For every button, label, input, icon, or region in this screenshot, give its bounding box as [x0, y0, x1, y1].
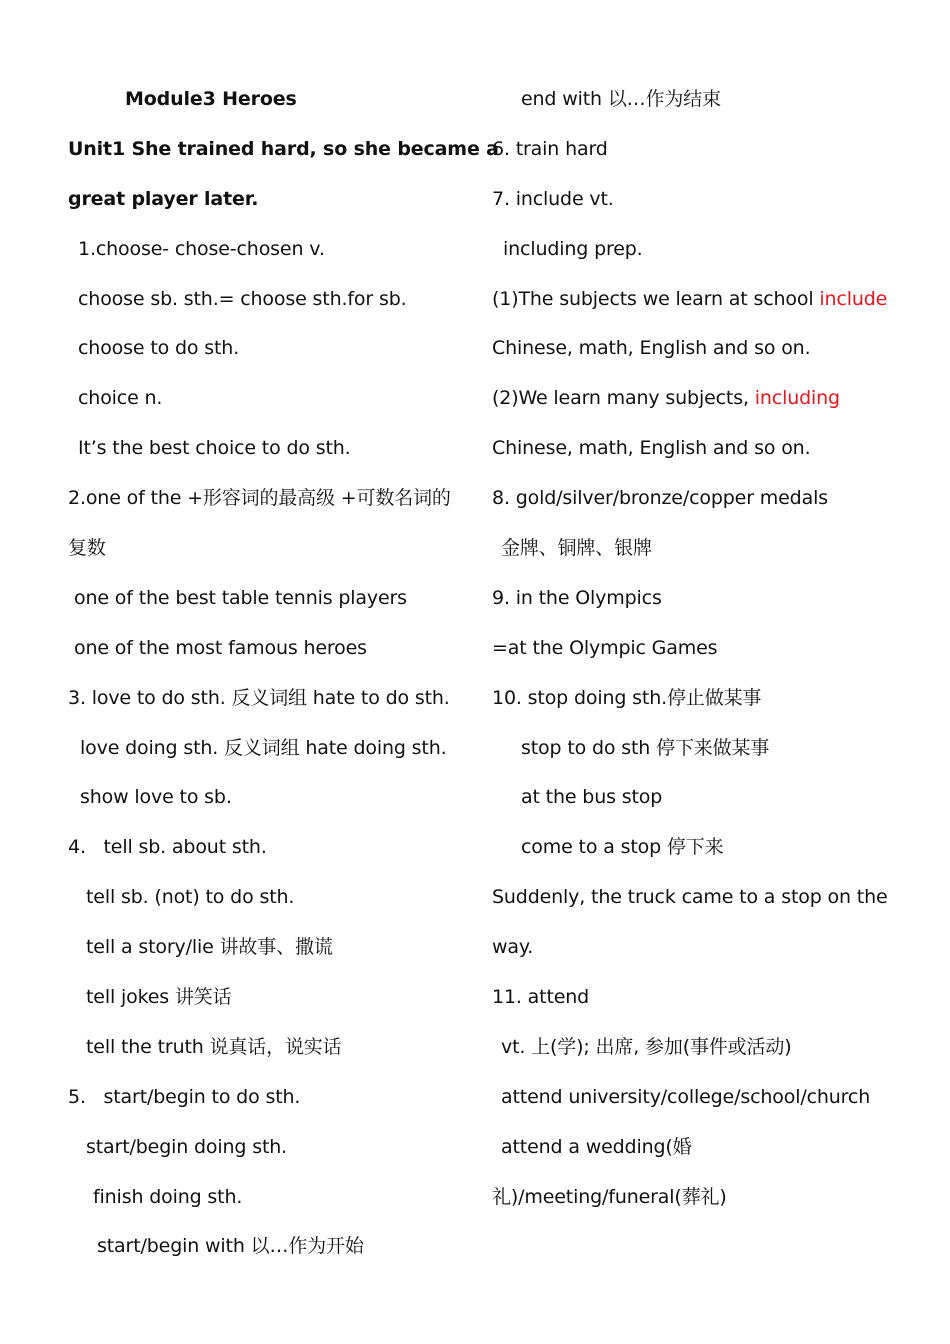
- note-line: Chinese, math, English and so on.: [492, 437, 811, 460]
- highlighted-word: including: [754, 387, 840, 410]
- module-title: Module3 Heroes: [125, 88, 297, 110]
- note-line: choose to do sth.: [78, 337, 240, 360]
- note-line: attend a wedding(婚: [501, 1135, 692, 1158]
- unit-title-line-2: great player later.: [68, 187, 259, 210]
- note-line: 复数: [68, 537, 106, 560]
- note-line: 5. start/begin to do sth.: [68, 1085, 301, 1108]
- note-line: end with 以…作为结束: [521, 88, 721, 110]
- note-line: 9. in the Olympics: [492, 586, 662, 609]
- note-line: Suddenly, the truck came to a stop on the: [492, 886, 888, 909]
- note-line: Chinese, math, English and so on.: [492, 337, 811, 360]
- note-line: love doing sth. 反义词组 hate doing sth.: [80, 736, 447, 759]
- note-line: tell the truth 说真话，说实话: [86, 1035, 342, 1058]
- right-column: [492, 74, 912, 1221]
- note-line: 2.one of the +形容词的最高级 +可数名词的: [68, 487, 451, 510]
- note-line: 7. include vt.: [492, 187, 614, 210]
- note-line: tell jokes 讲笑话: [86, 986, 232, 1009]
- note-line: come to a stop 停下来: [521, 836, 724, 859]
- unit-title-line-1: Unit1 She trained hard, so she became a: [68, 137, 499, 160]
- example-sentence-text: (1)The subjects we learn at school: [492, 287, 820, 310]
- note-line: finish doing sth.: [93, 1185, 243, 1208]
- note-line: start/begin doing sth.: [86, 1135, 288, 1158]
- note-line: tell sb. (not) to do sth.: [86, 886, 295, 909]
- note-line: including prep.: [503, 237, 643, 260]
- note-line: one of the most famous heroes: [74, 636, 367, 659]
- note-line: one of the best table tennis players: [74, 586, 407, 609]
- note-line: 1.choose- chose-chosen v.: [78, 237, 325, 260]
- note-line: 金牌、铜牌、银牌: [501, 537, 652, 560]
- note-line: choice n.: [78, 387, 163, 410]
- note-line: 10. stop doing sth.停止做某事: [492, 686, 762, 709]
- note-line: start/begin with 以…作为开始: [97, 1235, 364, 1258]
- note-line: choose sb. sth.= choose sth.for sb.: [78, 287, 407, 310]
- highlighted-word: include: [819, 287, 888, 310]
- note-line: attend university/college/school/church: [501, 1085, 871, 1108]
- note-line: =at the Olympic Games: [492, 636, 718, 659]
- note-line: [492, 373, 912, 423]
- example-sentence-text: (2)We learn many subjects,: [492, 387, 755, 410]
- note-line: [492, 274, 912, 324]
- note-line: show love to sb.: [80, 786, 232, 809]
- note-line: 6. train hard: [492, 137, 608, 160]
- note-line: 3. love to do sth. 反义词组 hate to do sth.: [68, 686, 450, 709]
- left-column: [68, 74, 499, 1271]
- note-line: It’s the best choice to do sth.: [78, 437, 351, 460]
- note-line: 11. attend: [492, 986, 590, 1009]
- note-line: 8. gold/silver/bronze/copper medals: [492, 487, 828, 510]
- note-line: 4. tell sb. about sth.: [68, 836, 267, 859]
- note-line: 礼)/meeting/funeral(葬礼): [492, 1185, 727, 1208]
- note-line: at the bus stop: [521, 786, 663, 809]
- note-line: stop to do sth 停下来做某事: [521, 736, 770, 759]
- note-line: tell a story/lie 讲故事、撒谎: [86, 936, 333, 959]
- note-line: vt. 上(学); 出席, 参加(事件或活动): [501, 1035, 792, 1058]
- note-line: way.: [492, 936, 534, 959]
